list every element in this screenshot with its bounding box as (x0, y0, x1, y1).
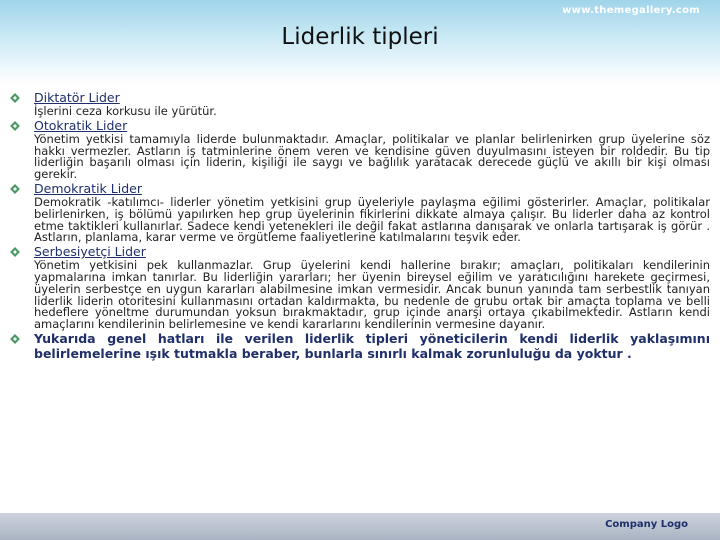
item-description: Yönetim yetkisini pek kullanmazlar. Grup üyelerini kendi hallerine bırakır; amaçları, politikaları kendilerinin yapmalarına imkan tanırlar. Bu liderliğin yararları; her üyenin bireysel eğilim ve yaratıcılığını harekete geçirmesi, üyelerin serbestçe en uygun kararları alabilmesine imkan vermesidir. Ancak bunun yanında tam serbestlik tanıyan liderlik liderin otoritesini kullanmasını ortadan kaldırmakta, bu nedenle de grubu ortak bir amaçta toplama ve belli hedeflere yöneltme durumundan yoksun bırakmaktadır, grup içinde anarşi ortaya çıkabilmektedir. Astların kendi amaçlarını kendilerinin belirlemesine ve kendi kararlarını kendilerinin vermesine dayanır. (34, 258, 710, 332)
item-description: Demokratik -katılımcı- liderler yönetim yetkisini grup üyeleriyle paylaşma eğilimi gösterirler. Amaçlar, politikalar belirlenirken, iş bölümü yapılırken hep grup üyelerinin fikirlerini dikkate almaya çalışır. Bu liderler daha az kontrol etme taktikleri kullanırlar. Sadece kendi yetenekleri ile değil fakat astlarına danışarak ve onlarla tartışarak iş görür . Astların, planlama, karar verme ve örgütleme faaliyetlerine katılmalarını teşvik eder. (34, 194, 710, 245)
item-description: İşlerini ceza korkusu ile yürütür. (34, 104, 217, 118)
list-item-demokratik (10, 181, 710, 244)
list-item-otokratik (10, 118, 710, 181)
item-heading: Demokratik Lider (34, 180, 142, 196)
website-url: www.themegallery.com (562, 5, 700, 16)
diamond-bullet-icon (10, 121, 20, 131)
header-band (0, 0, 720, 85)
page-title: Liderlik tipleri (281, 24, 439, 50)
item-heading: Diktatör Lider (34, 90, 120, 105)
list-item-summary (10, 331, 710, 361)
list-item-serbesiyetci (10, 244, 710, 331)
company-logo: Company Logo (605, 519, 688, 530)
list-item-diktator (10, 90, 710, 118)
content-area (10, 90, 710, 361)
footer-band (0, 513, 720, 540)
item-heading: Serbesiyetçi Lider (34, 244, 146, 260)
item-heading: Otokratik Lider (34, 117, 128, 133)
diamond-bullet-icon (10, 93, 20, 103)
item-description: Yönetim yetkisi tamamıyla liderde bulunmaktadır. Amaçlar, politikalar ve planlar belirlenirken grup üyelerine söz hakkı vermezler. Astların iş tatminlerine önem veren ve kendisine güven duyulmasını isteyen bir roldedir. Bu tip liderliğin başarılı olması için liderin, kişiliği ile saygı ve bağlılık yaratacak derecede güçlü ve akıllı bir kişi olması gerekir. (34, 131, 710, 182)
diamond-bullet-icon (10, 247, 20, 257)
summary-text: Yukarıda genel hatları ile verilen liderlik tipleri yöneticilerin kendi liderlik yaklaşımını belirlemelerine ışık tutmakla beraber, bunlarla sınırlı kalmak zorunluluğu da yoktur . (34, 330, 710, 361)
diamond-bullet-icon (10, 334, 20, 344)
diamond-bullet-icon (10, 184, 20, 194)
